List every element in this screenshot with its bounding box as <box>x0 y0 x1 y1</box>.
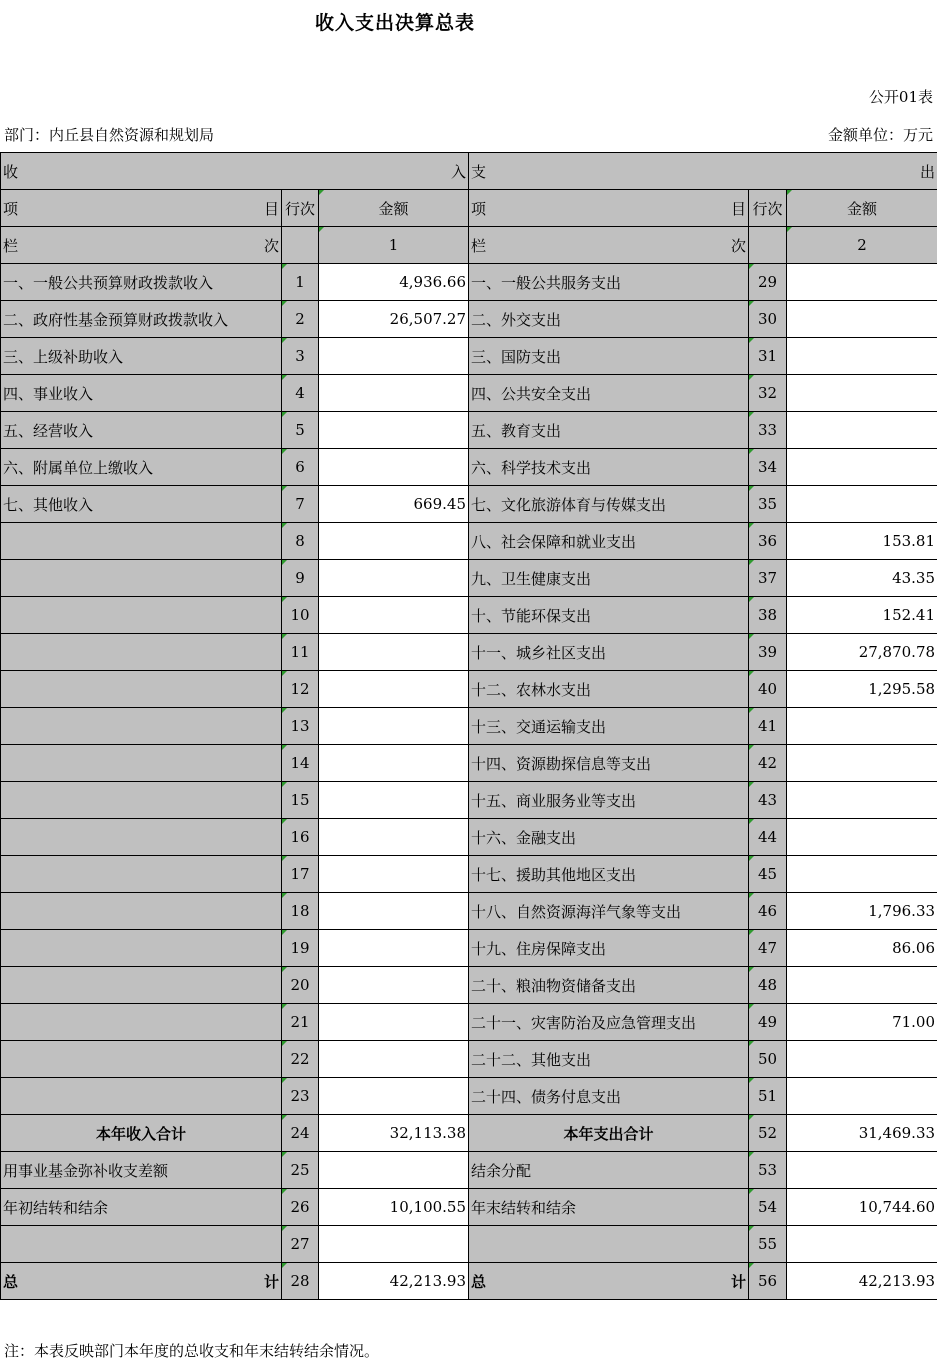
expense-row-no: 48 <box>749 967 787 1004</box>
income-col-number: 1 <box>319 227 469 264</box>
expense-item-name: 十一、城乡社区支出 <box>469 634 749 671</box>
income-row-no: 21 <box>282 1004 319 1041</box>
income-item-name <box>1 930 282 967</box>
table-row <box>1 338 937 375</box>
table-row <box>1 1078 937 1115</box>
table-row <box>1 930 937 967</box>
expense-amount <box>787 967 937 1004</box>
expense-amount <box>787 819 937 856</box>
expense-row-no: 41 <box>749 708 787 745</box>
expense-row-no: 30 <box>749 301 787 338</box>
expense-row-no: 32 <box>749 375 787 412</box>
expense-row-no: 40 <box>749 671 787 708</box>
expense-row-no: 35 <box>749 486 787 523</box>
income-row-no: 5 <box>282 412 319 449</box>
expense-row-no: 39 <box>749 634 787 671</box>
income-item-name <box>1 560 282 597</box>
expense-amount: 1,295.58 <box>787 671 937 708</box>
income-item-name <box>1 708 282 745</box>
income-amount <box>319 708 469 745</box>
page-title: 收入支出决算总表 <box>314 12 475 34</box>
table-row <box>1 634 937 671</box>
income-amount-header: 金额 <box>319 190 469 227</box>
income-row-no: 7 <box>282 486 319 523</box>
table-row <box>1 1189 937 1226</box>
footnote: 注：本表反映部门本年度的总收支和年末结转结余情况。 <box>4 1342 380 1360</box>
expense-row-no: 31 <box>749 338 787 375</box>
income-amount: 4,936.66 <box>319 264 469 301</box>
income-item-name: 五、经营收入 <box>1 412 282 449</box>
income-item-name <box>1 1041 282 1078</box>
income-amount <box>319 1226 469 1263</box>
income-row-no: 8 <box>282 523 319 560</box>
expense-amount <box>787 264 937 301</box>
expense-amount <box>787 486 937 523</box>
income-item-name <box>1 745 282 782</box>
expense-amount <box>787 338 937 375</box>
income-amount <box>319 449 469 486</box>
income-item-name: 二、政府性基金预算财政拨款收入 <box>1 301 282 338</box>
expense-amount <box>787 412 937 449</box>
income-row-no: 10 <box>282 597 319 634</box>
income-amount <box>319 338 469 375</box>
income-item-name <box>1 634 282 671</box>
income-item-name <box>1 597 282 634</box>
expense-row-no: 36 <box>749 523 787 560</box>
expense-item-name: 十二、农林水支出 <box>469 671 749 708</box>
expense-amount: 152.41 <box>787 597 937 634</box>
income-row-no: 22 <box>282 1041 319 1078</box>
income-item-name: 四、事业收入 <box>1 375 282 412</box>
table-row <box>1 486 937 523</box>
expense-item-name: 十九、住房保障支出 <box>469 930 749 967</box>
income-amount: 32,113.38 <box>319 1115 469 1152</box>
income-row-no: 24 <box>282 1115 319 1152</box>
expense-item-name: 十六、金融支出 <box>469 819 749 856</box>
table-row <box>1 1004 937 1041</box>
expense-item-name: 十七、援助其他地区支出 <box>469 856 749 893</box>
expense-amount <box>787 1152 937 1189</box>
expense-row-no: 44 <box>749 819 787 856</box>
income-amount <box>319 782 469 819</box>
income-item-name: 本年收入合计 <box>1 1115 282 1152</box>
income-row-no: 18 <box>282 893 319 930</box>
income-amount: 26,507.27 <box>319 301 469 338</box>
expense-row-no: 46 <box>749 893 787 930</box>
income-item-name <box>1 782 282 819</box>
table-row <box>1 1115 937 1152</box>
income-amount <box>319 671 469 708</box>
expense-section-header: 支 出 <box>469 153 937 190</box>
income-amount <box>319 1078 469 1115</box>
table-row <box>1 1226 937 1263</box>
total-row <box>1 1263 937 1300</box>
expense-total-amount: 42,213.93 <box>787 1263 937 1300</box>
income-row-no: 9 <box>282 560 319 597</box>
department-label: 部门：内丘县自然资源和规划局 <box>4 126 215 144</box>
expense-item-header: 项 目 <box>469 190 749 227</box>
income-row-no: 17 <box>282 856 319 893</box>
table-row <box>1 708 937 745</box>
income-row-no: 19 <box>282 930 319 967</box>
income-item-header: 项 目 <box>1 190 282 227</box>
expense-item-name: 三、国防支出 <box>469 338 749 375</box>
income-section-header: 收 入 <box>1 153 469 190</box>
expense-row-no: 54 <box>749 1189 787 1226</box>
expense-row-no: 43 <box>749 782 787 819</box>
expense-amount <box>787 856 937 893</box>
income-row-no: 4 <box>282 375 319 412</box>
income-item-name: 七、其他收入 <box>1 486 282 523</box>
expense-row-no: 33 <box>749 412 787 449</box>
header-row-column-numbers <box>1 227 937 264</box>
income-row-no: 27 <box>282 1226 319 1263</box>
income-row-no: 25 <box>282 1152 319 1189</box>
expense-item-name: 二、外交支出 <box>469 301 749 338</box>
unit-label: 金额单位：万元 <box>827 126 933 144</box>
income-item-name <box>1 967 282 1004</box>
income-row-no: 11 <box>282 634 319 671</box>
table-row <box>1 782 937 819</box>
expense-col-label: 栏 次 <box>469 227 749 264</box>
income-item-name: 六、附属单位上缴收入 <box>1 449 282 486</box>
income-amount <box>319 412 469 449</box>
expense-item-name: 十四、资源勘探信息等支出 <box>469 745 749 782</box>
expense-total-label <box>469 1263 749 1300</box>
expense-item-name: 六、科学技术支出 <box>469 449 749 486</box>
income-item-name <box>1 893 282 930</box>
income-amount <box>319 930 469 967</box>
income-item-name: 三、上级补助收入 <box>1 338 282 375</box>
expense-item-name: 十、节能环保支出 <box>469 597 749 634</box>
expense-row-no: 37 <box>749 560 787 597</box>
income-row-no: 23 <box>282 1078 319 1115</box>
table-row <box>1 375 937 412</box>
expense-row-no: 47 <box>749 930 787 967</box>
income-amount: 669.45 <box>319 486 469 523</box>
income-amount <box>319 819 469 856</box>
expense-row-no: 38 <box>749 597 787 634</box>
expense-row-no: 34 <box>749 449 787 486</box>
expense-amount <box>787 1078 937 1115</box>
total-label-left: 总 <box>471 1272 487 1291</box>
expense-row-no: 45 <box>749 856 787 893</box>
income-amount <box>319 634 469 671</box>
income-row-no: 13 <box>282 708 319 745</box>
table-row <box>1 745 937 782</box>
expense-row-no: 49 <box>749 1004 787 1041</box>
expense-item-name: 二十四、债务付息支出 <box>469 1078 749 1115</box>
expense-amount <box>787 782 937 819</box>
table-row <box>1 893 937 930</box>
income-amount <box>319 523 469 560</box>
income-item-name: 用事业基金弥补收支差额 <box>1 1152 282 1189</box>
header-row-columns <box>1 190 937 227</box>
table-row <box>1 856 937 893</box>
income-amount <box>319 597 469 634</box>
expense-row-no: 52 <box>749 1115 787 1152</box>
income-row-no: 20 <box>282 967 319 1004</box>
table-row <box>1 264 937 301</box>
expense-amount: 10,744.60 <box>787 1189 937 1226</box>
expense-amount <box>787 1041 937 1078</box>
income-item-name <box>1 1226 282 1263</box>
expense-item-name: 二十一、灾害防治及应急管理支出 <box>469 1004 749 1041</box>
header-row-section <box>1 153 937 190</box>
expense-amount <box>787 745 937 782</box>
expense-amount <box>787 708 937 745</box>
income-item-name: 年初结转和结余 <box>1 1189 282 1226</box>
expense-amount: 86.06 <box>787 930 937 967</box>
expense-row-no: 53 <box>749 1152 787 1189</box>
expense-row-no: 51 <box>749 1078 787 1115</box>
expense-item-name: 五、教育支出 <box>469 412 749 449</box>
income-row-no: 2 <box>282 301 319 338</box>
expense-amount: 71.00 <box>787 1004 937 1041</box>
table-row <box>1 449 937 486</box>
expense-row-no: 55 <box>749 1226 787 1263</box>
table-row <box>1 597 937 634</box>
table-row <box>1 1152 937 1189</box>
income-amount <box>319 745 469 782</box>
total-label-right: 计 <box>731 1272 747 1291</box>
income-row-no-header: 行次 <box>282 190 319 227</box>
income-amount <box>319 560 469 597</box>
expense-item-name: 七、文化旅游体育与传媒支出 <box>469 486 749 523</box>
expense-amount-header: 金额 <box>787 190 937 227</box>
income-amount <box>319 1004 469 1041</box>
income-row-no: 16 <box>282 819 319 856</box>
expense-total-row-no: 56 <box>749 1263 787 1300</box>
table-row <box>1 1041 937 1078</box>
expense-amount <box>787 449 937 486</box>
expense-amount <box>787 1226 937 1263</box>
income-amount <box>319 1152 469 1189</box>
income-item-name: 一、一般公共预算财政拨款收入 <box>1 264 282 301</box>
table-row <box>1 301 937 338</box>
expense-item-name: 十八、自然资源海洋气象等支出 <box>469 893 749 930</box>
income-amount: 10,100.55 <box>319 1189 469 1226</box>
income-item-name <box>1 1004 282 1041</box>
expense-amount: 43.35 <box>787 560 937 597</box>
table-row <box>1 671 937 708</box>
income-row-no: 26 <box>282 1189 319 1226</box>
income-row-no: 12 <box>282 671 319 708</box>
income-amount <box>319 967 469 1004</box>
expense-col-number: 2 <box>787 227 937 264</box>
income-row-no: 15 <box>282 782 319 819</box>
expense-row-no: 29 <box>749 264 787 301</box>
expense-amount: 31,469.33 <box>787 1115 937 1152</box>
income-col-label: 栏 次 <box>1 227 282 264</box>
income-row-no: 1 <box>282 264 319 301</box>
income-amount <box>319 375 469 412</box>
income-col-blank <box>282 227 319 264</box>
income-expense-table <box>0 152 937 1300</box>
table-row <box>1 967 937 1004</box>
income-item-name <box>1 856 282 893</box>
expense-item-name <box>469 1226 749 1263</box>
table-row <box>1 560 937 597</box>
expense-row-no-header: 行次 <box>749 190 787 227</box>
income-total-row-no: 28 <box>282 1263 319 1300</box>
table-row <box>1 819 937 856</box>
expense-item-name: 二十、粮油物资储备支出 <box>469 967 749 1004</box>
income-amount <box>319 856 469 893</box>
expense-item-name: 八、社会保障和就业支出 <box>469 523 749 560</box>
expense-item-name: 二十二、其他支出 <box>469 1041 749 1078</box>
table-number: 公开01表 <box>868 88 933 106</box>
total-label-right: 计 <box>263 1272 279 1291</box>
expense-item-name: 十五、商业服务业等支出 <box>469 782 749 819</box>
income-amount <box>319 893 469 930</box>
income-amount <box>319 1041 469 1078</box>
expense-item-name: 十三、交通运输支出 <box>469 708 749 745</box>
expense-item-name: 一、一般公共服务支出 <box>469 264 749 301</box>
income-total-amount: 42,213.93 <box>319 1263 469 1300</box>
income-row-no: 3 <box>282 338 319 375</box>
table-row <box>1 523 937 560</box>
income-item-name <box>1 671 282 708</box>
expense-amount: 1,796.33 <box>787 893 937 930</box>
income-total-label <box>1 1263 282 1300</box>
expense-item-name: 结余分配 <box>469 1152 749 1189</box>
expense-row-no: 50 <box>749 1041 787 1078</box>
expense-row-no: 42 <box>749 745 787 782</box>
expense-amount: 27,870.78 <box>787 634 937 671</box>
income-row-no: 14 <box>282 745 319 782</box>
expense-item-name: 九、卫生健康支出 <box>469 560 749 597</box>
income-row-no: 6 <box>282 449 319 486</box>
table-row <box>1 412 937 449</box>
income-item-name <box>1 819 282 856</box>
expense-amount <box>787 375 937 412</box>
expense-item-name: 本年支出合计 <box>469 1115 749 1152</box>
expense-item-name: 四、公共安全支出 <box>469 375 749 412</box>
expense-amount <box>787 301 937 338</box>
total-label-left: 总 <box>3 1272 19 1291</box>
expense-amount: 153.81 <box>787 523 937 560</box>
expense-item-name: 年末结转和结余 <box>469 1189 749 1226</box>
expense-col-blank <box>749 227 787 264</box>
income-item-name <box>1 523 282 560</box>
income-item-name <box>1 1078 282 1115</box>
